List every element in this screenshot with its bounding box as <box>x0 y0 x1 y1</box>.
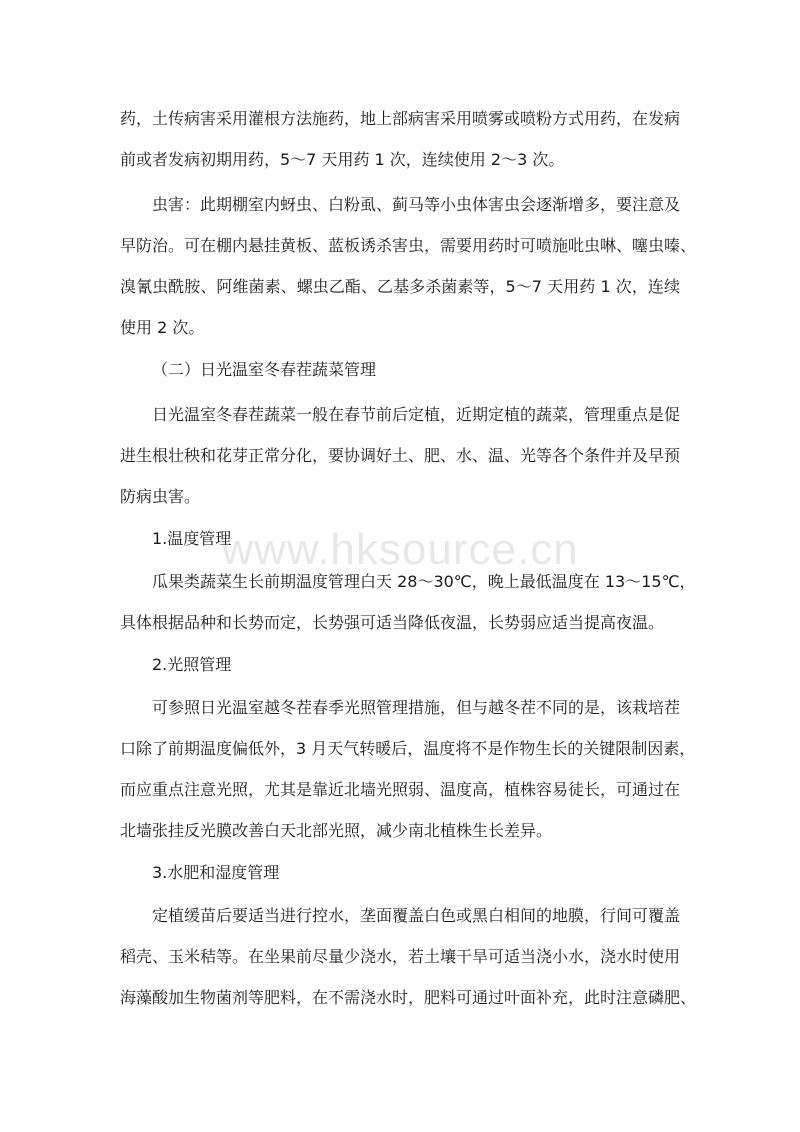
text-line: 早防治。可在棚内悬挂黄板、蓝板诱杀害虫，需要用药时可喷施吡虫啉、噻虫嗪、 <box>120 236 697 255</box>
watermark: www.hksource.cn <box>221 525 579 574</box>
text-line: 可参照日光温室越冬茬春季光照管理措施，但与越冬茬不同的是，该栽培茬 <box>152 698 681 717</box>
subsection-heading: 2.光照管理 <box>152 655 232 674</box>
text-line: 日光温室冬春茬蔬菜一般在春节前后定植，近期定植的蔬菜，管理重点是促 <box>152 405 681 424</box>
text-line: 药，土传病害采用灌根方法施药，地上部病害采用喷雾或喷粉方式用药，在发病 <box>120 109 681 128</box>
text-line: 具体根据品种和长势而定，长势强可适当降低夜温，长势弱应适当提高夜温。 <box>120 613 665 632</box>
text-line: 防病虫害。 <box>120 487 201 506</box>
subsection-heading: 3.水肥和湿度管理 <box>152 863 280 882</box>
text-line: 而应重点注意光照，尤其是靠近北墙光照弱、温度高，植株容易徒长，可通过在 <box>120 780 681 799</box>
text-line: 海藻酸加生物菌剂等肥料，在不需浇水时，肥料可通过叶面补充，此时注意磷肥、 <box>120 988 697 1007</box>
subsection-heading: 1.温度管理 <box>152 529 232 548</box>
text-line: 虫害：此期棚室内蚜虫、白粉虱、蓟马等小虫体害虫会逐渐增多，要注意及 <box>152 195 681 214</box>
text-line: 使用 2 次。 <box>120 318 205 337</box>
text-line: 口除了前期温度偏低外，3 月天气转暖后，温度将不是作物生长的关键限制因素， <box>120 739 696 758</box>
text-line: 进生根壮秧和花芽正常分化，要协调好土、肥、水、温、光等各个条件并及早预 <box>120 446 681 465</box>
text-line: 北墙张挂反光膜改善白天北部光照，减少南北植株生长差异。 <box>120 821 553 840</box>
text-line: 稻壳、玉米秸等。在坐果前尽量少浇水，若土壤干旱可适当浇小水，浇水时使用 <box>120 947 681 966</box>
section-heading: （二）日光温室冬春茬蔬菜管理 <box>152 360 377 379</box>
text-line: 溴氰虫酰胺、阿维菌素、螺虫乙酯、乙基多杀菌素等，5～7 天用药 1 次，连续 <box>120 277 680 296</box>
text-line: 瓜果类蔬菜生长前期温度管理白天 28～30℃，晚上最低温度在 13～15℃， <box>152 572 696 591</box>
text-line: 前或者发病初期用药，5～7 天用药 1 次，连续使用 2～3 次。 <box>120 150 565 169</box>
text-line: 定植缓苗后要适当进行控水，垄面覆盖白色或黑白相间的地膜，行间可覆盖 <box>152 906 681 925</box>
